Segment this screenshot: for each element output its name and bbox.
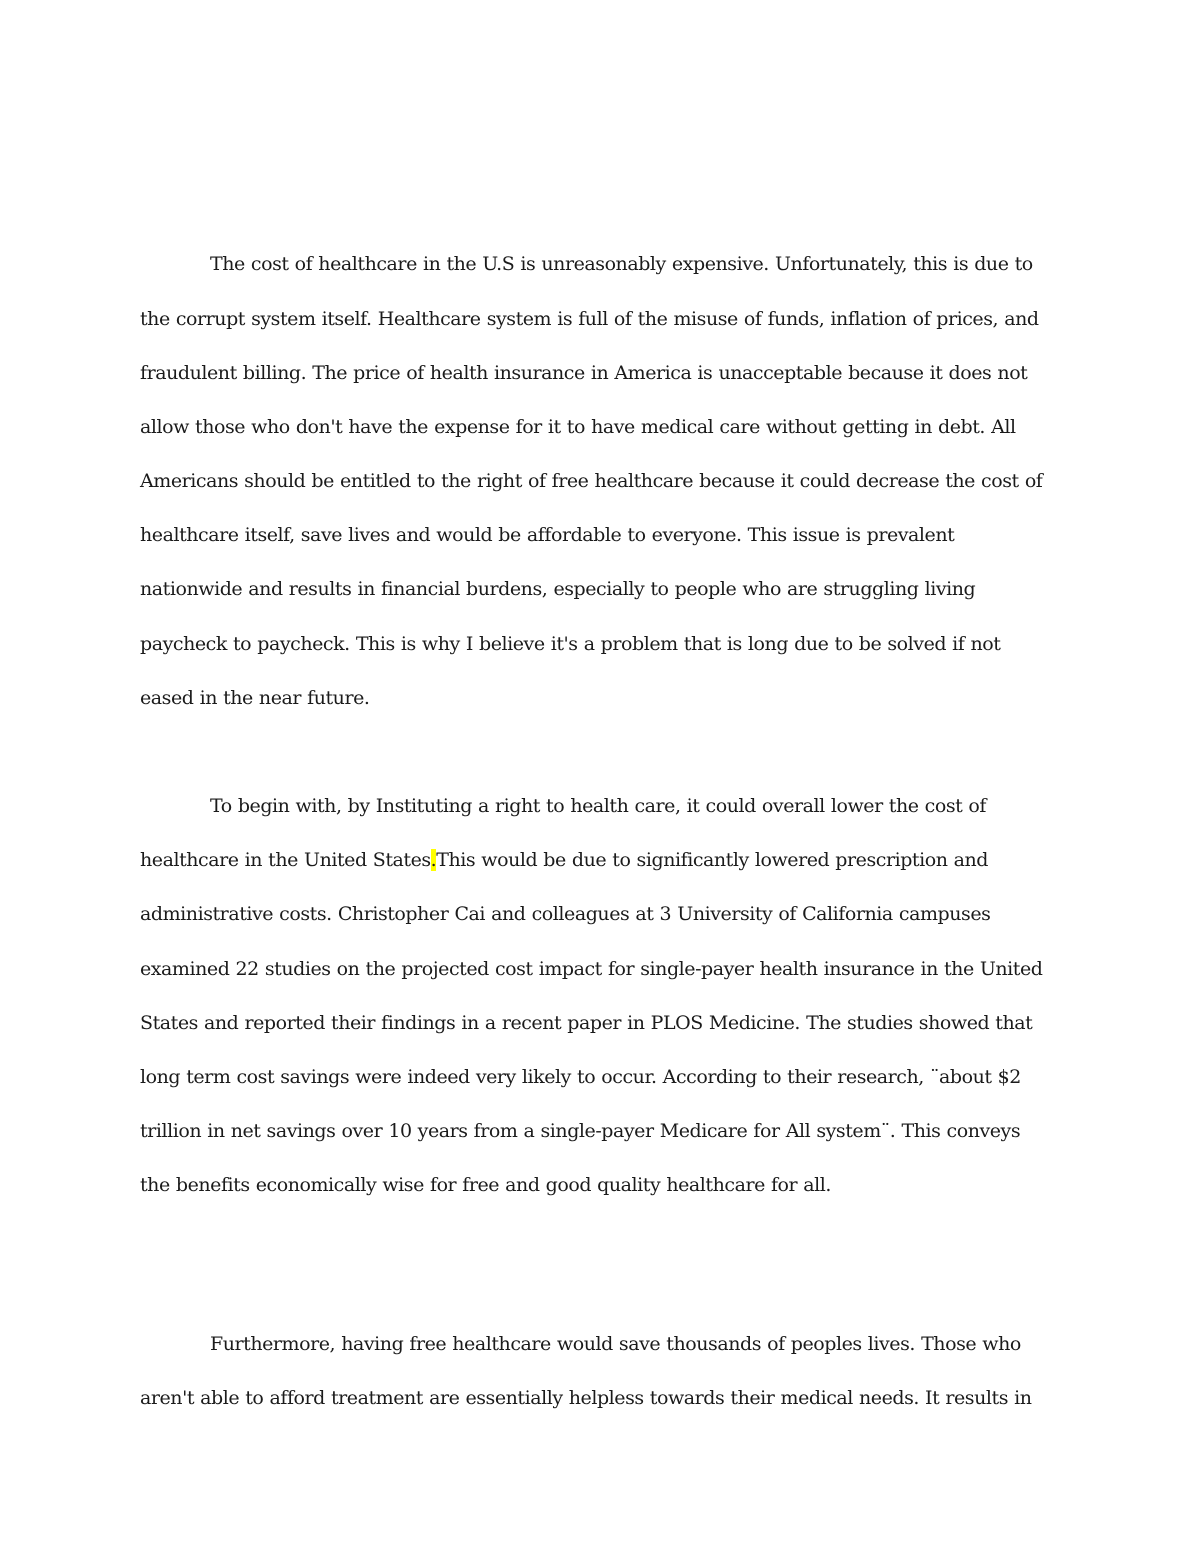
paragraph-1-line-6: healthcare itself, save lives and would be affordable to everyone. This issue is prevalent [140,524,955,546]
paragraph-1-line-4: allow those who don't have the expense for it to have medical care without getting in debt. All [140,416,1016,438]
paragraph-1-line-1: The cost of healthcare in the U.S is unreasonably expensive. Unfortunately, this is due to [210,253,1033,275]
paragraph-2-line-7: trillion in net savings over 10 years from a single-payer Medicare for All system¨. This conveys [140,1120,1021,1142]
paragraph-2-line-5: States and reported their findings in a recent paper in PLOS Medicine. The studies showed that [140,1012,1033,1034]
paragraph-2-line-2 [140,847,1070,873]
paragraph-1-line-7: nationwide and results in financial burdens, especially to people who are struggling living [140,578,976,600]
paragraph-2-line-3: administrative costs. Christopher Cai and colleagues at 3 University of California campuses [140,903,991,925]
highlight-line-before: healthcare in the United States [140,849,431,871]
highlight-line-after: This would be due to significantly lowered prescription and [436,849,988,871]
paragraph-3-line-2: aren't able to afford treatment are essentially helpless towards their medical needs. It results in [140,1387,1032,1409]
paragraph-3-line-1: Furthermore, having free healthcare would save thousands of peoples lives. Those who [210,1333,1021,1355]
paragraph-1-line-8: paycheck to paycheck. This is why I believe it's a problem that is long due to be solved if not [140,633,1001,655]
paragraph-2-line-8: the benefits economically wise for free and good quality healthcare for all. [140,1174,831,1196]
paragraph-2-line-4: examined 22 studies on the projected cost impact for single-payer health insurance in the United [140,958,1043,980]
paragraph-1-line-5: Americans should be entitled to the right of free healthcare because it could decrease the cost of [140,470,1043,492]
text-highlight: . [430,849,437,871]
paragraph-2-line-1: To begin with, by Instituting a right to health care, it could overall lower the cost of [210,795,986,817]
paragraph-1-line-3: fraudulent billing. The price of health insurance in America is unacceptable because it does not [140,362,1028,384]
paragraph-2-line-6: long term cost savings were indeed very likely to occur. According to their research, ¨about $2 [140,1066,1021,1088]
paragraph-1-line-2: the corrupt system itself. Healthcare system is full of the misuse of funds, inflation of prices, and [140,308,1039,330]
paragraph-1-line-9: eased in the near future. [140,687,370,709]
